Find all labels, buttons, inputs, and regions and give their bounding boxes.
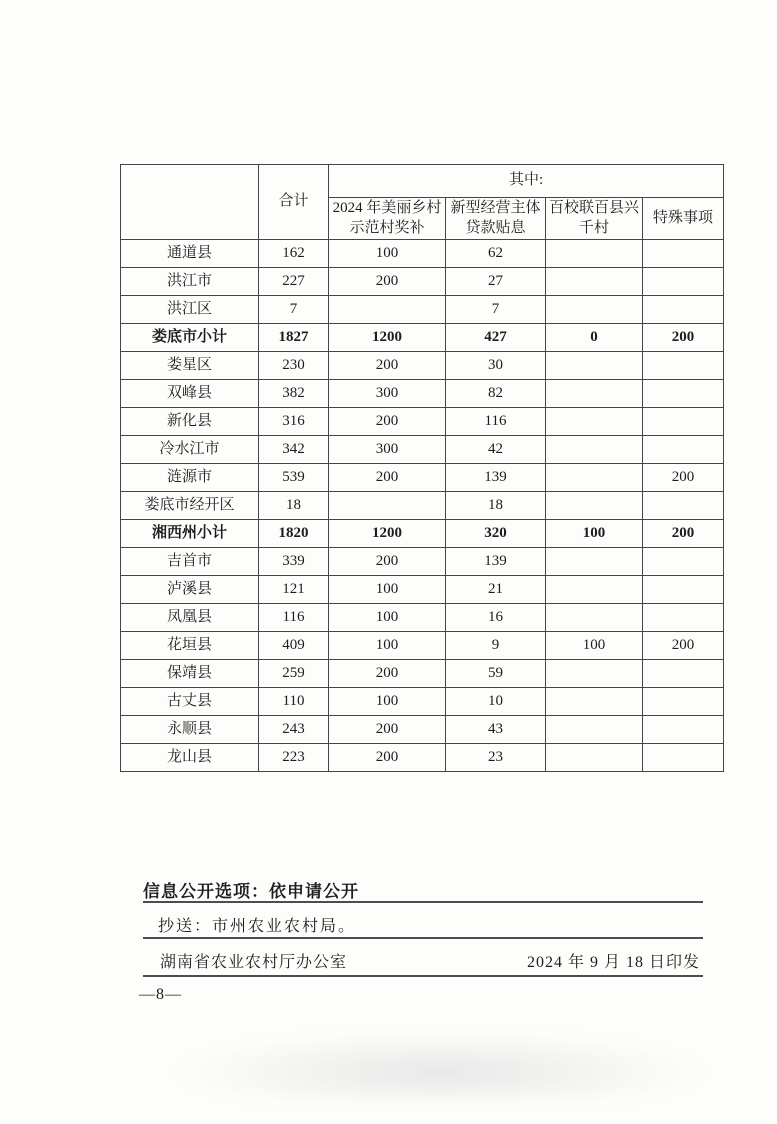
value-cell: 100 (329, 604, 446, 632)
table-row (121, 408, 724, 436)
region-name-cell: 洪江区 (121, 296, 259, 324)
value-cell (643, 604, 724, 632)
region-name-cell: 娄星区 (121, 352, 259, 380)
disclosure-option-line: 信息公开选项：依申请公开 (143, 882, 359, 901)
value-cell (643, 380, 724, 408)
value-cell: 382 (259, 380, 329, 408)
region-name-cell: 通道县 (121, 240, 259, 268)
value-cell: 10 (446, 688, 546, 716)
value-cell: 100 (329, 240, 446, 268)
table-row (121, 716, 724, 744)
value-cell (643, 548, 724, 576)
table-row (121, 436, 724, 464)
value-cell (643, 744, 724, 772)
table-row (121, 520, 724, 548)
value-cell (546, 744, 643, 772)
table-row (121, 324, 724, 352)
value-cell: 227 (259, 268, 329, 296)
region-name-cell: 湘西州小计 (121, 520, 259, 548)
value-cell: 300 (329, 380, 446, 408)
value-cell: 200 (643, 520, 724, 548)
value-cell: 18 (259, 492, 329, 520)
value-cell: 27 (446, 268, 546, 296)
region-name-cell: 古丈县 (121, 688, 259, 716)
table-row (121, 268, 724, 296)
value-cell (643, 436, 724, 464)
region-name-cell: 新化县 (121, 408, 259, 436)
region-name-cell: 龙山县 (121, 744, 259, 772)
value-cell (643, 688, 724, 716)
value-cell: 539 (259, 464, 329, 492)
value-cell: 1820 (259, 520, 329, 548)
value-cell: 30 (446, 352, 546, 380)
table-row (121, 660, 724, 688)
total-column-header: 合计 (259, 165, 329, 240)
value-cell: 427 (446, 324, 546, 352)
value-cell: 223 (259, 744, 329, 772)
value-cell: 342 (259, 436, 329, 464)
header-row-top (121, 165, 724, 198)
value-cell: 162 (259, 240, 329, 268)
region-name-cell: 凤凰县 (121, 604, 259, 632)
value-cell: 243 (259, 716, 329, 744)
value-cell: 16 (446, 604, 546, 632)
value-cell: 23 (446, 744, 546, 772)
value-cell: 116 (446, 408, 546, 436)
value-cell: 230 (259, 352, 329, 380)
value-cell: 320 (446, 520, 546, 548)
region-name-cell: 保靖县 (121, 660, 259, 688)
value-cell (546, 268, 643, 296)
value-cell: 200 (329, 352, 446, 380)
footer-divider (143, 901, 703, 903)
subcol-header-hundred-schools-program: 百校联百县兴千村 (546, 198, 643, 240)
issue-line (160, 949, 700, 972)
value-cell: 7 (446, 296, 546, 324)
value-cell (329, 296, 446, 324)
value-cell (546, 604, 643, 632)
issue-date: 2024 年 9 月 18 日印发 (526, 954, 700, 971)
value-cell (643, 660, 724, 688)
value-cell: 200 (643, 464, 724, 492)
value-cell: 200 (329, 464, 446, 492)
table-row (121, 296, 724, 324)
value-cell: 259 (259, 660, 329, 688)
value-cell: 43 (446, 716, 546, 744)
table-row (121, 548, 724, 576)
value-cell (546, 716, 643, 744)
value-cell (546, 688, 643, 716)
region-name-cell: 娄底市小计 (121, 324, 259, 352)
value-cell: 200 (643, 632, 724, 660)
table-row (121, 352, 724, 380)
value-cell: 316 (259, 408, 329, 436)
allocation-table (120, 164, 724, 772)
of-which-header: 其中: (329, 165, 724, 198)
value-cell (643, 716, 724, 744)
value-cell: 200 (329, 268, 446, 296)
region-name-cell: 洪江市 (121, 268, 259, 296)
value-cell (643, 268, 724, 296)
value-cell: 200 (329, 660, 446, 688)
value-cell (643, 296, 724, 324)
footer-divider (143, 937, 703, 939)
table-row (121, 464, 724, 492)
table-row (121, 576, 724, 604)
value-cell: 42 (446, 436, 546, 464)
value-cell: 82 (446, 380, 546, 408)
value-cell: 200 (329, 716, 446, 744)
region-name-cell: 花垣县 (121, 632, 259, 660)
value-cell: 100 (329, 688, 446, 716)
value-cell: 100 (546, 520, 643, 548)
footer-divider (143, 975, 703, 977)
value-cell: 59 (446, 660, 546, 688)
region-name-cell: 冷水江市 (121, 436, 259, 464)
table-row (121, 744, 724, 772)
value-cell (643, 492, 724, 520)
value-cell (643, 408, 724, 436)
subcol-header-beautiful-village-award: 2024 年美丽乡村示范村奖补 (329, 198, 446, 240)
region-column-header-empty (121, 165, 259, 240)
value-cell: 139 (446, 548, 546, 576)
table-row (121, 604, 724, 632)
value-cell (546, 296, 643, 324)
value-cell (546, 548, 643, 576)
value-cell: 0 (546, 324, 643, 352)
value-cell: 200 (329, 408, 446, 436)
value-cell: 300 (329, 436, 446, 464)
value-cell (546, 660, 643, 688)
value-cell (643, 240, 724, 268)
value-cell (546, 352, 643, 380)
value-cell: 1200 (329, 324, 446, 352)
value-cell: 116 (259, 604, 329, 632)
value-cell (546, 408, 643, 436)
value-cell: 9 (446, 632, 546, 660)
region-name-cell: 涟源市 (121, 464, 259, 492)
scan-shadow-artifact (170, 1030, 710, 1100)
value-cell: 100 (329, 576, 446, 604)
value-cell (546, 436, 643, 464)
value-cell: 21 (446, 576, 546, 604)
region-name-cell: 永顺县 (121, 716, 259, 744)
table-row (121, 492, 724, 520)
value-cell (643, 576, 724, 604)
value-cell (546, 380, 643, 408)
region-name-cell: 双峰县 (121, 380, 259, 408)
region-name-cell: 泸溪县 (121, 576, 259, 604)
value-cell (546, 240, 643, 268)
value-cell: 139 (446, 464, 546, 492)
table-row (121, 380, 724, 408)
subcol-header-special-items: 特殊事项 (643, 198, 724, 240)
page-number: —8— (139, 986, 182, 1003)
value-cell (329, 492, 446, 520)
value-cell: 100 (546, 632, 643, 660)
value-cell (546, 464, 643, 492)
value-cell: 110 (259, 688, 329, 716)
table-row (121, 632, 724, 660)
value-cell: 409 (259, 632, 329, 660)
value-cell: 62 (446, 240, 546, 268)
value-cell: 100 (329, 632, 446, 660)
value-cell: 339 (259, 548, 329, 576)
table-row (121, 240, 724, 268)
value-cell: 200 (329, 744, 446, 772)
value-cell: 1200 (329, 520, 446, 548)
value-cell: 1827 (259, 324, 329, 352)
value-cell: 200 (643, 324, 724, 352)
value-cell: 7 (259, 296, 329, 324)
value-cell (643, 352, 724, 380)
value-cell: 18 (446, 492, 546, 520)
value-cell: 200 (329, 548, 446, 576)
cc-line: 抄送：市州农业农村局。 (158, 918, 357, 935)
subcol-header-loan-interest-subsidy: 新型经营主体贷款贴息 (446, 198, 546, 240)
region-name-cell: 娄底市经开区 (121, 492, 259, 520)
table-row (121, 688, 724, 716)
issuing-office: 湖南省农业农村厅办公室 (160, 954, 348, 971)
value-cell: 121 (259, 576, 329, 604)
value-cell (546, 576, 643, 604)
value-cell (546, 492, 643, 520)
region-name-cell: 吉首市 (121, 548, 259, 576)
